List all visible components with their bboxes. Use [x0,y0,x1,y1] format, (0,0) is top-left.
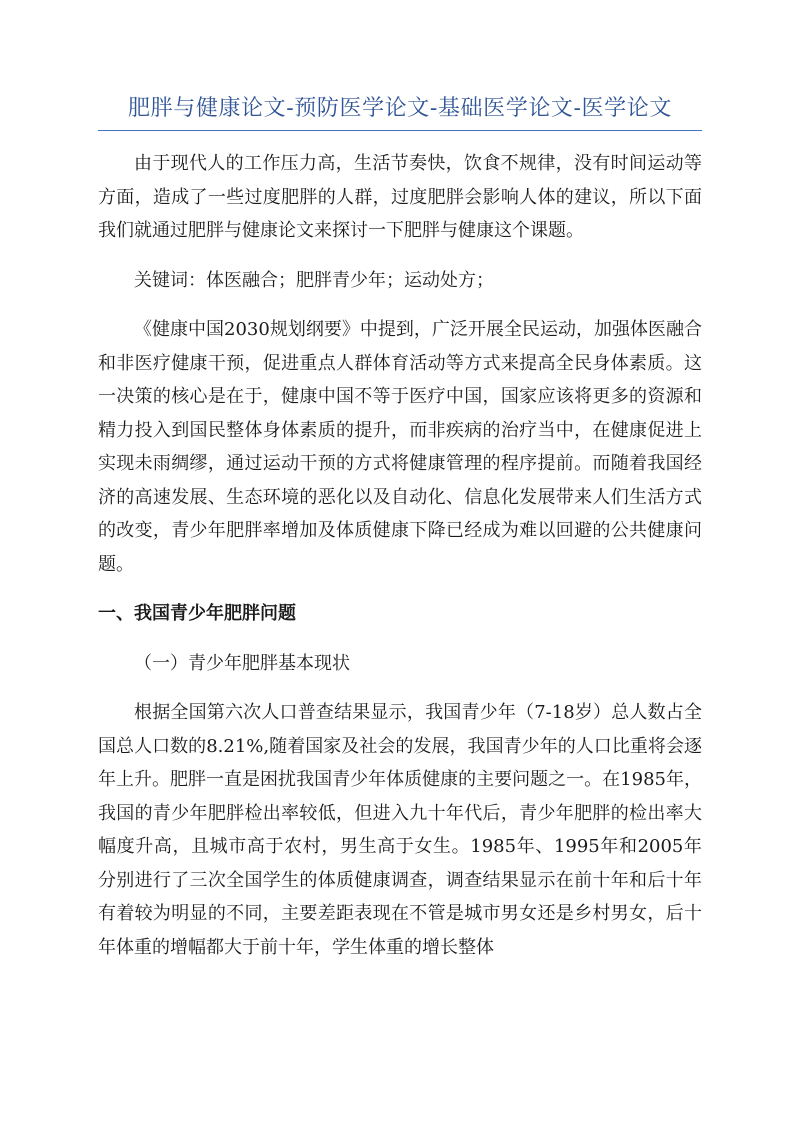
subsection-heading-1: （一）青少年肥胖基本现状 [134,652,350,674]
section-heading-1: 一、我国青少年肥胖问题 [98,603,296,624]
intro-paragraph: 由于现代人的工作压力高，生活节奏快，饮食不规律，没有时间运动等方面，造成了一些过度肥胖的人群，过度肥胖会影响人体的建议，所以下面我们就通过肥胖与健康论文来探讨一下肥胖与健康这个课题。 [98,153,702,241]
keywords-line: 关键词：体医融合；肥胖青少年；运动处方； [134,269,494,291]
body-paragraph-2: 根据全国第六次人口普查结果显示，我国青少年（7-18岁）总人数占全国总人口数的8.21%,随着国家及社会的发展，我国青少年的人口比重将会逐年上升。肥胖一直是困扰我国青少年体质健康的主要问题之一。在1985年，我国的青少年肥胖检出率较低，但进入九十年代后，青少年肥胖的检出率大幅度升高，且城市高于农村，男生高于女生。1985年、1995年和2005年分别进行了三次全国学生的体质健康调查，调查结果显示在前十年和后十年有着较为明显的不同，主要差距表现在不管是城市男女还是乡村男女，后十年体重的增幅都大于前十年，学生体重的增长整体 [98,702,702,958]
body-paragraph-1: 《健康中国2030规划纲要》中提到，广泛开展全民运动，加强体医融合和非医疗健康干预，促进重点人群体育活动等方式来提高全民身体素质。这一决策的核心是在于，健康中国不等于医疗中国，国家应该将更多的资源和精力投入到国民整体身体素质的提升，而非疾病的治疗当中，在健康促进上实现未雨绸缪，通过运动干预的方式将健康管理的程序提前。而随着我国经济的高速发展、生态环境的恶化以及自动化、信息化发展带来人们生活方式的改变，青少年肥胖率增加及体质健康下降已经成为难以回避的公共健康问题。 [98,319,702,575]
document-title: 肥胖与健康论文-预防医学论文-基础医学论文-医学论文 [98,92,702,131]
